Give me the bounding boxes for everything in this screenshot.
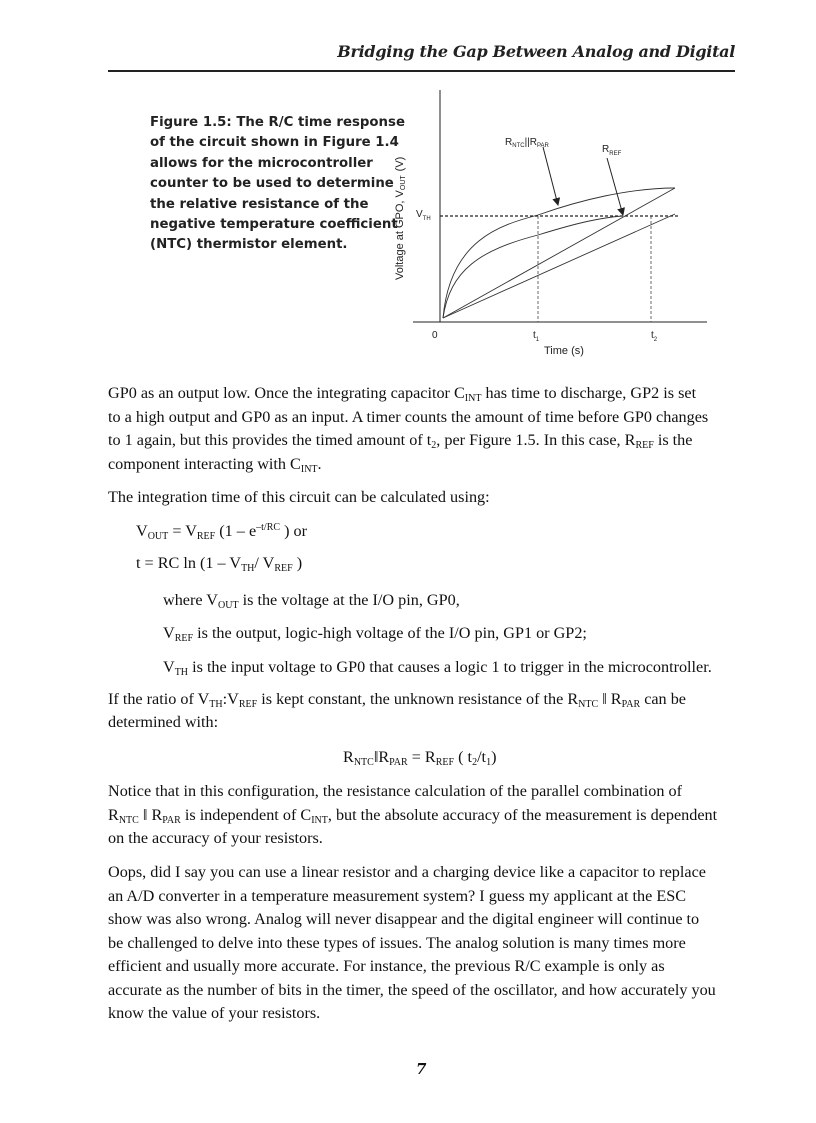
subscript: TH [241, 563, 255, 574]
caption-line: Figure 1.5: The R/C time response [150, 115, 405, 130]
text-line [136, 553, 302, 573]
superscript: –t/RC [256, 522, 281, 533]
page-number: 7 [416, 1060, 427, 1078]
subscript: REF [435, 757, 455, 768]
subscript: REF [174, 633, 194, 644]
caption-line: of the circuit shown in Figure 1.4 [150, 135, 399, 151]
text-run: where V [163, 591, 218, 609]
text-line [343, 747, 496, 767]
text-run: Notice that in this configuration, the resistance calculation of the parallel combination of [108, 782, 683, 800]
text-run: is independent of C [180, 806, 312, 824]
x-axis-label: Time (s) [544, 345, 584, 357]
subscript: TH [174, 667, 189, 678]
caption-line: counter to be used to determine [150, 176, 394, 192]
text-run: is the voltage at the I/O pin, GP0, [238, 591, 460, 609]
text-run: ( t [454, 748, 473, 766]
text-line [163, 657, 712, 677]
text-run: component interacting with C [108, 455, 301, 473]
text-run: V [163, 658, 175, 676]
text-run: efficient and usually more accurate. For instance, the previous R/C example is only as [108, 957, 665, 975]
caption-line: (NTC) thermistor element. [150, 237, 348, 253]
text-run: V [163, 624, 175, 642]
text-run: accurate as the number of bits in the timer, the speed of the oscillator, and how accurately you [108, 981, 716, 999]
text-line [108, 933, 686, 953]
text-run: (1 – e [215, 522, 257, 540]
text-run: If the ratio of V [108, 690, 210, 708]
text-line [108, 383, 696, 403]
text-line [108, 980, 716, 1000]
text-run: R [108, 806, 119, 824]
text-run: R [343, 748, 354, 766]
text-line [108, 430, 692, 450]
text-line [108, 1003, 320, 1023]
text-run: show was also wrong. Analog will never disappear and the digital engineer will continue to [108, 910, 700, 928]
subscript: REF [274, 563, 293, 574]
subscript: INT [300, 464, 318, 475]
text-run: an A/D converter in a temperature measurement system? I guess my applicant at the ESC [108, 887, 687, 905]
text-run: is kept constant, the unknown resistance of the R [257, 690, 579, 708]
text-line [108, 886, 686, 906]
rref-label: $R_{REF}$ [602, 144, 622, 157]
text-line [108, 909, 699, 929]
text-run: /t [477, 748, 487, 766]
text-run: has time to discharge, GP2 is set [481, 384, 697, 402]
text-run: V [136, 522, 148, 540]
text-run: , per Figure 1.5. In this case, R [436, 431, 636, 449]
text-run: ‖ R [598, 690, 622, 708]
text-run: ) [491, 748, 497, 766]
subscript: PAR [162, 815, 181, 826]
text-run: is the [653, 431, 693, 449]
running-header: Bridging the Gap Between Analog and Digital [337, 42, 735, 61]
text-run: , but the absolute accuracy of the measurement is dependent [327, 806, 718, 824]
text-line [108, 828, 323, 848]
text-run: on the accuracy of your resistors. [108, 829, 323, 847]
subscript: NTC [353, 757, 374, 768]
rntc-rpar-label: $R_{NTC}||R_{PAR}$ [505, 137, 549, 149]
text-run: ) or [280, 522, 308, 540]
text-run: ‖ R [138, 806, 163, 824]
subscript: 2 [472, 757, 478, 768]
text-line [108, 487, 490, 507]
text-run: can be [640, 690, 686, 708]
subscript: TH [209, 699, 223, 710]
text-line [108, 454, 322, 474]
text-line [108, 712, 218, 732]
subscript: OUT [147, 531, 169, 542]
text-run: = V [168, 522, 197, 540]
text-run: know the value of your resistors. [108, 1004, 321, 1022]
text-run: to a high output and GP0 as an input. A timer counts the amount of time before GP0 changes [108, 408, 709, 426]
subscript: REF [238, 699, 258, 710]
t1-tick-label: $t_1$ [533, 330, 540, 343]
text-run: . [317, 455, 322, 473]
subscript: 2 [431, 440, 437, 451]
text-run: to 1 again, but this provides the timed amount of t [108, 431, 432, 449]
rc-time-response-figure [0, 0, 816, 370]
text-line [108, 805, 717, 825]
text-line [108, 862, 706, 882]
text-run: :V [222, 690, 239, 708]
text-run: is the input voltage to GP0 that causes a logic 1 to trigger in the microcontroller. [188, 658, 712, 676]
subscript: PAR [389, 757, 408, 768]
rref-arrow [607, 158, 623, 215]
subscript: 1 [486, 757, 492, 768]
text-run: GP0 as an output low. Once the integrating capacitor C [108, 384, 465, 402]
text-run: is the output, logic-high voltage of the I/O pin, GP1 or GP2; [193, 624, 587, 642]
vth-label: $V_{TH}$ [416, 209, 431, 222]
text-run: / V [254, 554, 275, 572]
rref-linear-line [443, 214, 675, 318]
text-line [163, 590, 460, 610]
subscript: OUT [218, 600, 239, 611]
subscript: REF [635, 440, 654, 451]
text-run: = R [407, 748, 436, 766]
subscript: NTC [578, 699, 599, 710]
subscript: INT [311, 815, 328, 826]
text-run: t = RC ln (1 – V [136, 554, 242, 572]
t2-tick-label: $t_2$ [651, 330, 658, 343]
subscript: NTC [118, 815, 139, 826]
rntc-arrow [543, 147, 558, 205]
text-run: ‖R [373, 748, 390, 766]
caption-line: allows for the microcontroller [150, 155, 373, 171]
text-line [108, 956, 665, 976]
text-line [136, 521, 307, 541]
text-run: The integration time of this circuit can be calculated using: [108, 488, 490, 506]
subscript: PAR [621, 699, 641, 710]
y-axis-label: Voltage at GPO, VOUT(V) [394, 156, 407, 280]
text-run: determined with: [108, 713, 219, 731]
subscript: REF [196, 531, 216, 542]
caption-line: negative temperature coefficient [150, 217, 398, 233]
text-line [108, 781, 682, 801]
text-line [108, 689, 686, 709]
origin-tick-label: 0 [432, 330, 438, 341]
text-run: ) [292, 554, 303, 572]
text-line [108, 407, 708, 427]
text-run: Oops, did I say you can use a linear resistor and a charging device like a capacitor to replace [108, 863, 706, 881]
text-run: be challenged to delve into these types of issues. The analog solution is many times more [108, 934, 686, 952]
caption-line: the relative resistance of the [150, 196, 369, 212]
subscript: INT [464, 393, 482, 404]
text-line [163, 623, 587, 643]
